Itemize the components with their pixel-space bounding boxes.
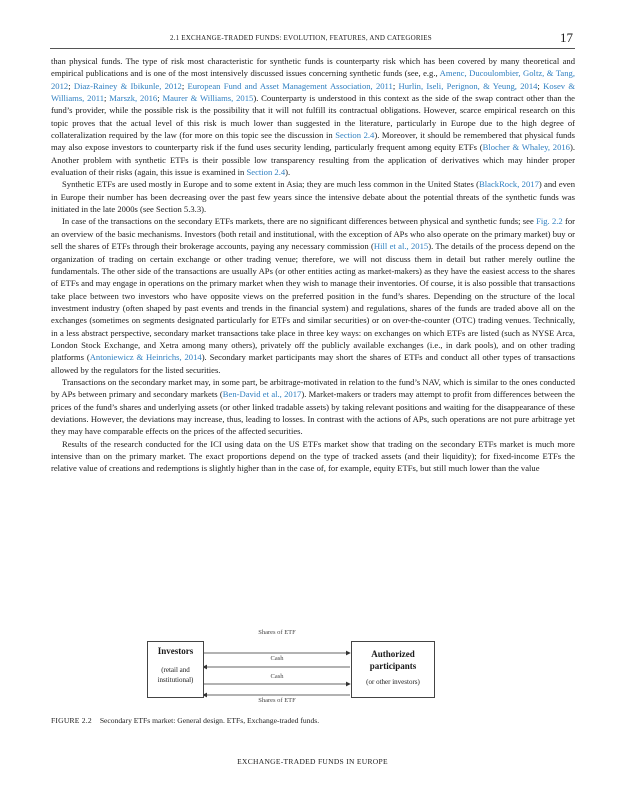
running-header: [50, 28, 575, 49]
label-cash-upper: Cash: [270, 655, 284, 662]
paragraph: [51, 55, 575, 178]
text-run: ;: [104, 93, 110, 104]
investors-title: Investors: [157, 646, 194, 656]
body-text: [51, 55, 575, 475]
caption-label: FIGURE 2.2: [51, 716, 92, 725]
label-shares-top: Shares of ETF: [258, 629, 296, 636]
citation-link[interactable]: Section 2.4: [246, 167, 286, 178]
text-run: Synthetic ETFs are used mostly in Europe and to some extent in Asia; they are much less common in the United States (: [62, 179, 480, 190]
citation-link[interactable]: Marszk, 2016: [109, 93, 158, 104]
text-run: than physical funds. The type of risk most characteristic for synthetic funds is counterparty risk which has been covered by many theoretical and empirical publications and is one of the most intensively discussed issues concerning synthetic funds (see, e.g.,: [51, 56, 575, 79]
caption-text: Secondary ETFs market: General design. ETFs, Exchange-traded funds.: [99, 716, 320, 725]
text-run: ). The details of the process depend on the organization of trading on certain exchange or other trading venue; therefore, we will not discuss them in detail but rather merely outline the fundamentals. The other side of the transactions are usually APs (or other entities acting as market-makers) as they have the easiest access to the shares of ETFs and may engage in operations on the primary market when they wish to manage their inventories. Of course, it is also possible that transactions take place between two investors who have opposite views on the preferred position in the fund’s shares. Depending on the structure of the local investment industry (often shaped by past events and trends in the financial system) and regulations, shares of the funds are traded above all on the exchanges (sometimes on segments designated particularly for ETFs and similar securities) or on over-the-counter (OTC) trading venues. Technically, in a less abstract perspective, secondary market transactions take place in three key ways: on exchanges on which ETFs are listed (such as NYSE Arca, London Stock Exchange, and Xetra among many others), privately off the publicly available exchanges (i.e., in dark pools), and on other trading platforms (: [51, 241, 575, 363]
running-title: 2.1 EXCHANGE-TRADED FUNDS: EVOLUTION, FEATURES, AND CATEGORIES: [170, 34, 432, 42]
text-run: ;: [537, 80, 544, 91]
citation-link[interactable]: BlackRock, 2017: [479, 179, 539, 190]
ap-title: Authorized participants: [369, 649, 417, 671]
citation-link[interactable]: Fig. 2.2: [536, 216, 563, 227]
label-shares-bottom: Shares of ETF: [258, 697, 296, 704]
paragraph: [51, 376, 575, 438]
text-run: ). Another problem with synthetic ETFs is their possible low transparency resulting from the application of derivatives which may hinder proper evaluation of their risks (again, this issue is examined in: [51, 142, 575, 178]
authorized-participants-box: [351, 641, 435, 698]
investors-subtitle: (retail and institutional): [157, 666, 194, 684]
text-run: ;: [181, 80, 188, 91]
text-run: Results of the research conducted for the ICI using data on the US ETFs market show that trading on the secondary ETFs market is much more intensive than on the primary market. The exact proportions depend on the type of tracked assets (and their liquidity); for fixed-income ETFs the relative value of creations and redemptions is slightly higher than in the case of, for example, equity ETFs, but still much lower than the value: [51, 438, 575, 474]
text-run: In case of the transactions on the secondary ETFs markets, there are no significant differences between physical and synthetic funds; see: [62, 216, 537, 227]
citation-link[interactable]: Kosev & Williams, 2011: [51, 80, 576, 104]
text-run: ). Secondary market participants may short the shares of ETFs and conduct all other types of transactions allowed by the regulators for the listed securities.: [51, 352, 575, 375]
text-run: Transactions on the secondary market may, in some part, be arbitrage-motivated in relation to the fund’s NAV, which is similar to the ones conducted by APs between primary and secondary markets (: [51, 376, 575, 400]
text-run: ). Counterparty is understood in this context as the side of the swap contract other than the fund’s provider, while the possible risk is the possibility that it will not fulfill its contractual obligations. However, scarce empirical research on this topic proves that the actual level of this risk is much lower than suggested in the literature, particularly in Europe due to the high degree of collateralization required by the law (for more on this topic see the discussion in: [51, 93, 575, 141]
citation-link[interactable]: Blocher & Whaley, 2016: [482, 142, 570, 153]
citation-link[interactable]: Diaz-Rainey & Ibikunle, 2012: [73, 80, 182, 91]
citation-link[interactable]: Amenc, Ducoulombier, Goltz, & Tang, 2012: [51, 68, 575, 91]
text-run: ). Moreover, it should be remembered that physical funds may also expose investors to counterparty risk if the fund uses security lending, particularly frequent among equity ETFs (: [51, 130, 575, 153]
citation-link[interactable]: Antoniewicz & Heinrichs, 2014: [89, 352, 202, 363]
paragraph: [51, 178, 575, 215]
paragraph: [51, 438, 575, 475]
page-number: 17: [560, 30, 573, 45]
text-run: ). Market-makers or traders may attempt to profit from differences between the prices of the fund’s shares and underlying assets (or other linked tradable assets) by taking relevant positions and waiting for the disappearance of these deviations. However, the deviations may increase, thus, leading to losses. In contrast with the actions of APs, such operations are not pure arbitrage yet they may have comparable effects on the prices of the affected securities.: [51, 389, 575, 437]
citation-link[interactable]: European Fund and Asset Management Association, 2011: [187, 80, 393, 91]
ap-subtitle: (or other investors): [366, 678, 420, 686]
text-run: ) and even in Europe their number has been decreasing over the past few years since the intensive debate about the potential threats of the synthetic funds was initiated in the late 2000s (see Section 5.3.3).: [51, 179, 575, 215]
text-run: for an overview of the basic mechanisms. Investors (both retail and institutional, with the exception of APs who also operate on the primary market) buy or sell the shares of ETFs through their brokerage accounts, paying any necessary commission (: [51, 216, 575, 252]
text-run: ;: [392, 80, 399, 91]
page-footer: EXCHANGE-TRADED FUNDS IN EUROPE: [237, 757, 388, 766]
text-run: ).: [285, 167, 291, 178]
investors-box: [147, 641, 204, 698]
figure-caption: [51, 716, 319, 725]
text-run: ;: [68, 80, 74, 91]
citation-link[interactable]: Hurlin, Iseli, Perignon, & Yeung, 2014: [398, 80, 538, 91]
figure-2-2: [51, 628, 575, 716]
citation-link[interactable]: Section 2.4: [335, 130, 375, 141]
citation-link[interactable]: Hill et al., 2015: [373, 241, 429, 252]
citation-link[interactable]: Maurer & Williams, 2015: [162, 93, 254, 104]
label-cash-lower: Cash: [270, 673, 284, 680]
paragraph: [51, 215, 575, 375]
text-run: ;: [157, 93, 163, 104]
citation-link[interactable]: Ben-David et al., 2017: [222, 389, 302, 400]
